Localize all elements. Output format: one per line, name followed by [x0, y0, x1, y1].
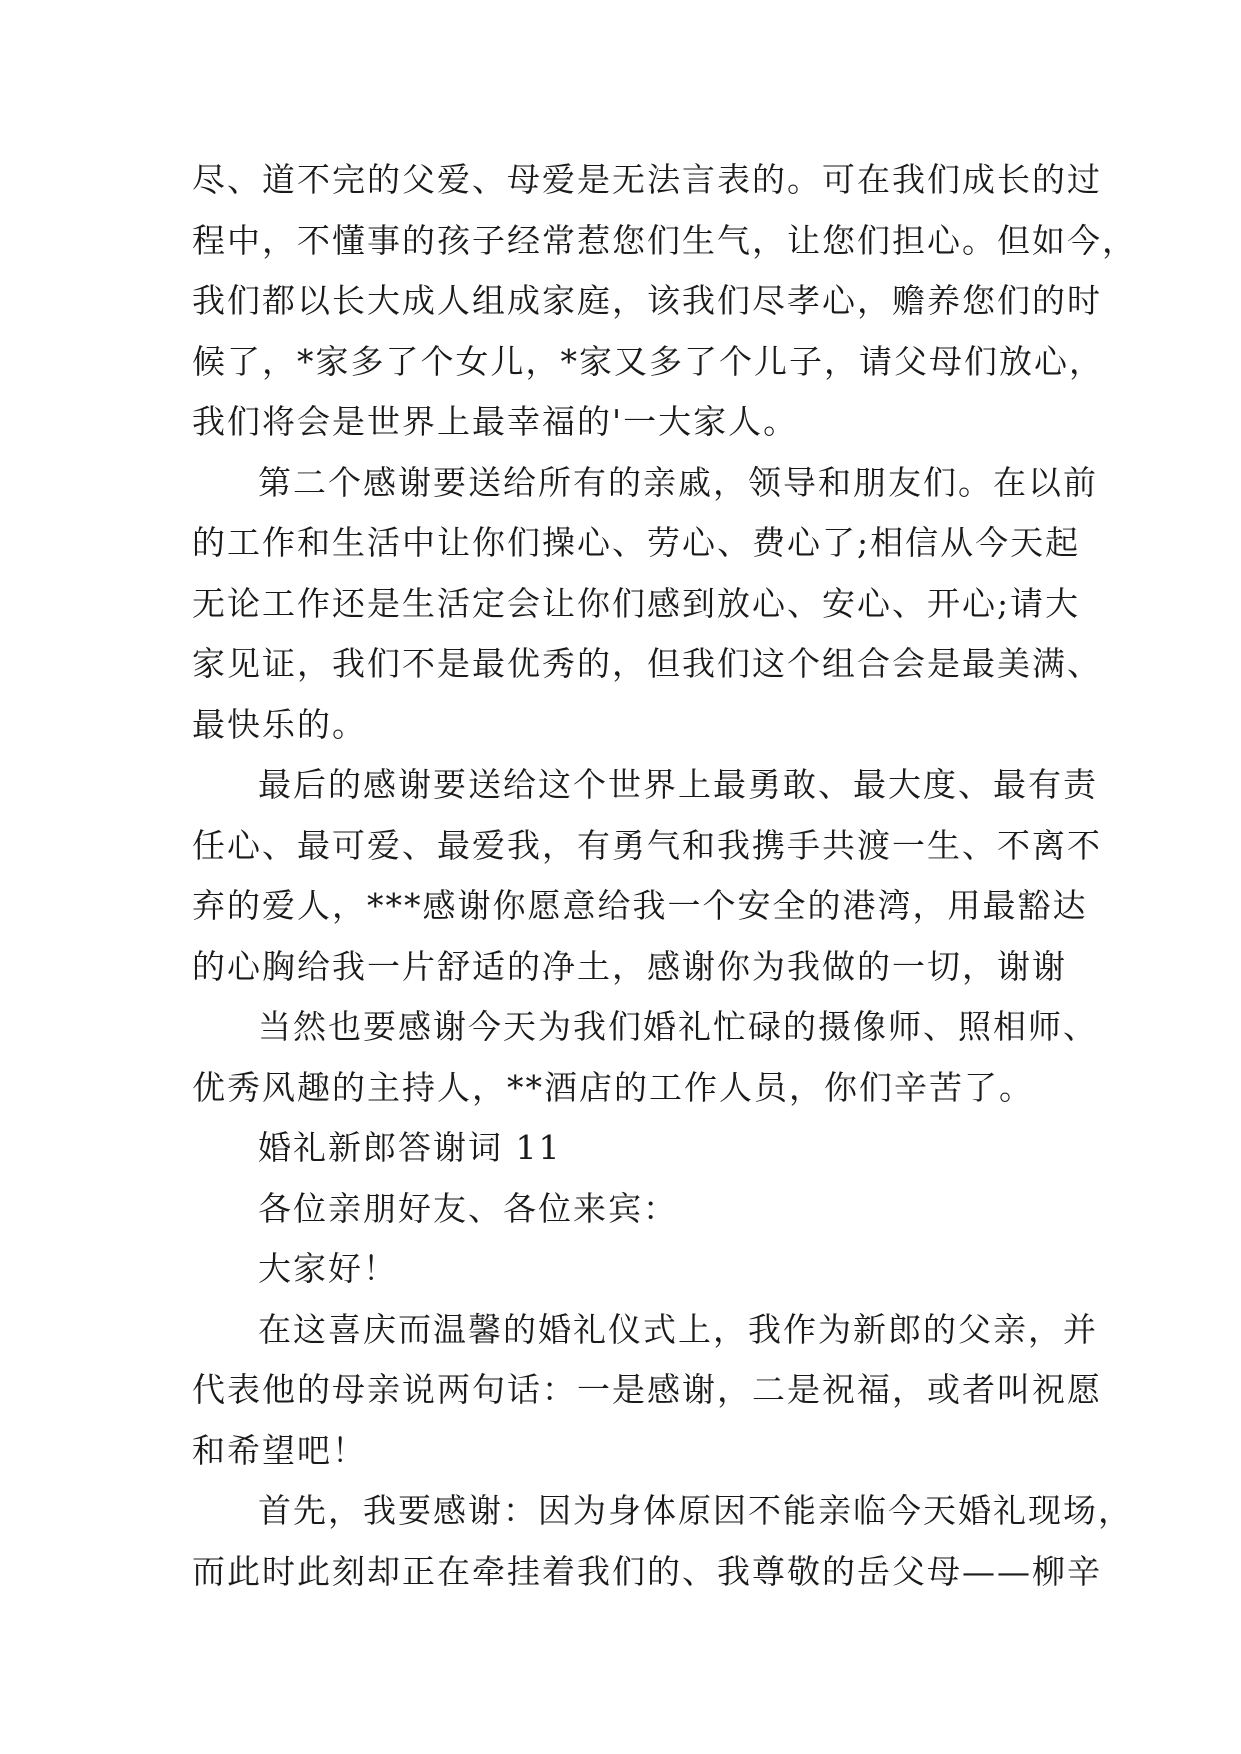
- text-line: 候了，*家多了个女儿，*家又多了个儿子，请父母们放心，: [192, 341, 1104, 381]
- text-line: 和希望吧！: [192, 1430, 367, 1470]
- text-line: 的工作和生活中让你们操心、劳心、费心了;相信从今天起: [192, 523, 1081, 562]
- text-line: 当然也要感谢今天为我们婚礼忙碌的摄像师、照相师、: [258, 1007, 1098, 1046]
- text-line: 无论工作还是生活定会让你们感到放心、安心、开心;请大: [192, 583, 1081, 623]
- text-line: 的心胸给我一片舒适的净土，感谢你为我做的一切，谢谢: [192, 946, 1067, 986]
- text-line: 我们将会是世界上最幸福的'一大家人。: [192, 402, 799, 441]
- text-line: 优秀风趣的主持人，**酒店的工作人员，你们辛苦了。: [192, 1067, 1034, 1107]
- text-line: 大家好！: [258, 1249, 398, 1288]
- text-line: 各位亲朋好友、各位来宾：: [258, 1188, 678, 1228]
- text-line: 代表他的母亲说两句话：一是感谢，二是祝福，或者叫祝愿: [192, 1370, 1102, 1409]
- text-line: 最快乐的。: [192, 704, 367, 744]
- text-line: 婚礼新郎答谢词 11: [258, 1128, 562, 1167]
- text-line: 而此时此刻却正在牵挂着我们的、我尊敬的岳父母——柳辛: [192, 1551, 1102, 1591]
- text-line: 弃的爱人，***感谢你愿意给我一个安全的港湾，用最豁达: [192, 886, 1088, 925]
- text-line: 首先，我要感谢：因为身体原因不能亲临今天婚礼现场，: [258, 1491, 1133, 1530]
- text-line: 任心、最可爱、最爱我，有勇气和我携手共渡一生、不离不: [192, 825, 1102, 865]
- body-text: [192, 150, 1137, 1602]
- text-line: 程中，不懂事的孩子经常惹您们生气，让您们担心。但如今，: [192, 220, 1137, 260]
- text-line: 最后的感谢要送给这个世界上最勇敢、最大度、最有责: [258, 765, 1098, 804]
- text-line: 我们都以长大成人组成家庭，该我们尽孝心，赡养您们的时: [192, 281, 1102, 320]
- text-line: 家见证，我们不是最优秀的，但我们这个组合会是最美满、: [192, 644, 1102, 683]
- text-line: 第二个感谢要送给所有的亲戚，领导和朋友们。在以前: [258, 462, 1098, 502]
- text-line: 尽、道不完的父爱、母爱是无法言表的。可在我们成长的过: [192, 160, 1102, 199]
- text-line: 在这喜庆而温馨的婚礼仪式上，我作为新郎的父亲，并: [258, 1309, 1098, 1349]
